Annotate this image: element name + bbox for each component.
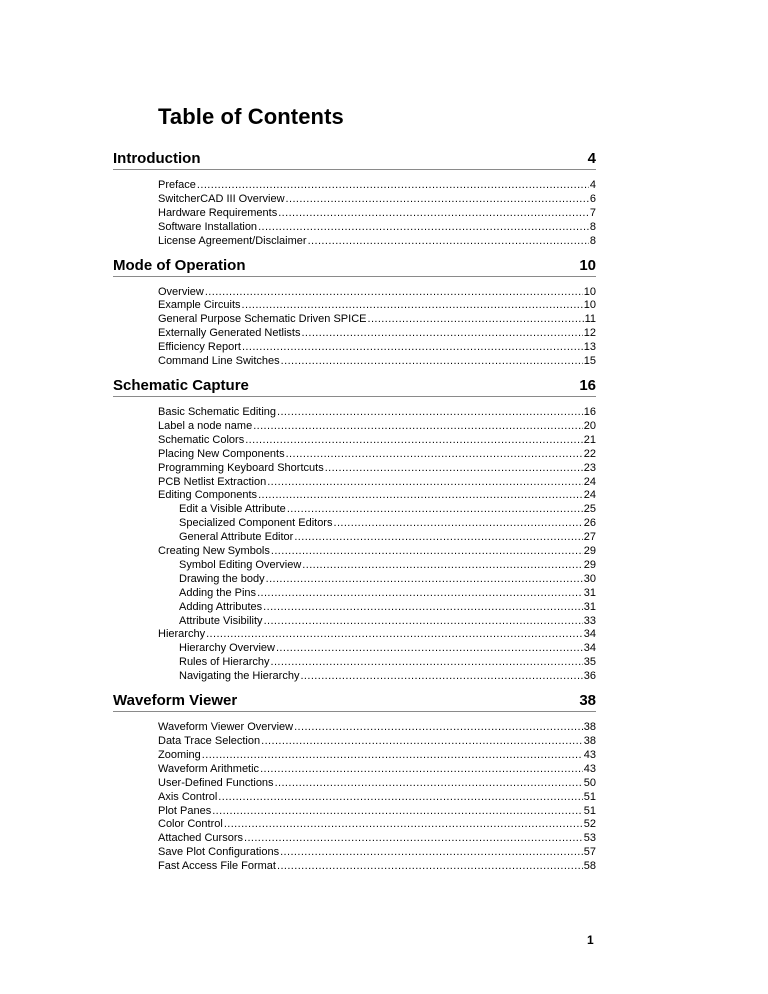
entry-page-number: 38 [583, 721, 596, 734]
entry-page-number: 22 [583, 447, 596, 460]
entry-page-number: 20 [583, 419, 596, 432]
entry-title: Creating New Symbols [158, 545, 270, 558]
entry-title: Axis Control [158, 790, 218, 803]
entry-page-number: 31 [583, 586, 596, 599]
toc-entry[interactable] [113, 193, 596, 207]
page-title: Table of Contents [158, 104, 344, 129]
toc-entry[interactable] [113, 327, 596, 341]
entry-title: Example Circuits [158, 299, 241, 312]
dot-leader [333, 517, 582, 531]
toc-entry[interactable] [113, 763, 596, 777]
entry-page-number: 8 [589, 220, 596, 233]
entry-title: Adding Attributes [179, 600, 263, 613]
toc-entry[interactable] [113, 670, 596, 684]
dot-leader [286, 193, 589, 207]
dot-leader [266, 573, 583, 587]
entry-page-number: 24 [583, 489, 596, 502]
entry-title: Symbol Editing Overview [179, 558, 302, 571]
entry-page-number: 12 [583, 327, 596, 340]
entry-title: Software Installation [158, 220, 258, 233]
entry-title: Specialized Component Editors [179, 517, 333, 530]
dot-leader [294, 721, 583, 735]
toc-entry[interactable] [113, 207, 596, 221]
dot-leader [212, 805, 583, 819]
dot-leader [242, 341, 583, 355]
toc-entry[interactable] [113, 406, 596, 420]
dot-leader [244, 832, 583, 846]
entry-title: Plot Panes [158, 804, 212, 817]
entry-title: Overview [158, 285, 204, 298]
toc-section [113, 257, 596, 369]
entry-page-number: 30 [583, 572, 596, 585]
dot-leader [278, 207, 589, 221]
entry-title: Editing Components [158, 489, 258, 502]
entry-title: SwitcherCAD III Overview [158, 192, 285, 205]
dot-leader [308, 235, 589, 249]
toc-entry[interactable] [113, 656, 596, 670]
dot-leader [257, 587, 583, 601]
toc-entry[interactable] [113, 545, 596, 559]
entry-page-number: 25 [583, 503, 596, 516]
entry-title: Rules of Hierarchy [179, 656, 270, 669]
section-page-number: 4 [587, 150, 596, 167]
toc-entry[interactable] [113, 462, 596, 476]
entry-title: Zooming [158, 748, 201, 761]
dot-leader [280, 846, 583, 860]
entry-page-number: 26 [583, 517, 596, 530]
dot-leader [271, 545, 583, 559]
dot-leader [253, 420, 583, 434]
entry-page-number: 27 [583, 531, 596, 544]
toc-entry[interactable] [113, 587, 596, 601]
section-heading[interactable] [113, 692, 596, 712]
entry-title: License Agreement/Disclaimer [158, 234, 307, 247]
toc-entry[interactable] [113, 791, 596, 805]
entry-page-number: 33 [583, 614, 596, 627]
entry-page-number: 57 [583, 846, 596, 859]
toc-entry[interactable] [113, 818, 596, 832]
entry-title: PCB Netlist Extraction [158, 475, 267, 488]
toc-entry[interactable] [113, 448, 596, 462]
section-title: Waveform Viewer [113, 692, 238, 710]
dot-leader [286, 448, 583, 462]
entry-page-number: 7 [589, 206, 596, 219]
toc-entry[interactable] [113, 476, 596, 490]
toc-entry[interactable] [113, 420, 596, 434]
toc-entry[interactable] [113, 805, 596, 819]
entry-page-number: 34 [583, 628, 596, 641]
entry-title: Efficiency Report [158, 341, 241, 354]
page-number: 1 [587, 933, 594, 947]
entry-title: General Attribute Editor [179, 531, 294, 544]
entry-page-number: 52 [583, 818, 596, 831]
entry-title: Hierarchy [158, 628, 206, 641]
entry-page-number: 10 [583, 285, 596, 298]
entry-title: Label a node name [158, 419, 253, 432]
dot-leader [263, 601, 583, 615]
section-title: Introduction [113, 150, 201, 167]
section-title: Mode of Operation [113, 256, 246, 274]
entry-page-number: 58 [583, 860, 596, 873]
dot-leader [276, 642, 583, 656]
entry-page-number: 53 [583, 832, 596, 845]
toc-section [113, 692, 596, 874]
toc-section [113, 377, 596, 684]
toc-entry[interactable] [113, 503, 596, 517]
entry-title: Placing New Components [158, 447, 285, 460]
entry-page-number: 23 [583, 461, 596, 474]
dot-leader [242, 299, 583, 313]
entry-page-number: 6 [589, 192, 596, 205]
entry-title: Command Line Switches [158, 355, 280, 368]
toc-entry[interactable] [113, 517, 596, 531]
toc-entry[interactable] [113, 846, 596, 860]
dot-leader [218, 791, 582, 805]
toc-entry[interactable] [113, 313, 596, 327]
entry-title: Preface [158, 179, 196, 191]
toc-entry[interactable] [113, 235, 596, 249]
toc-entry[interactable] [113, 179, 596, 193]
section-page-number: 10 [579, 256, 596, 274]
section-heading[interactable] [113, 377, 596, 397]
entry-page-number: 8 [589, 234, 596, 247]
entry-title: User-Defined Functions [158, 776, 274, 789]
section-heading[interactable] [113, 150, 596, 170]
entry-page-number: 51 [583, 790, 596, 803]
toc-entry[interactable] [113, 721, 596, 735]
toc-entry[interactable] [113, 341, 596, 355]
toc-entry[interactable] [113, 355, 596, 369]
dot-leader [294, 531, 582, 545]
toc-entry[interactable] [113, 559, 596, 573]
section-page-number: 16 [579, 376, 596, 394]
dot-leader [275, 777, 583, 791]
entry-title: Waveform Viewer Overview [158, 721, 294, 734]
dot-leader [325, 462, 583, 476]
dot-leader [245, 434, 583, 448]
toc-entry[interactable] [113, 642, 596, 656]
entry-page-number: 16 [583, 405, 596, 418]
entry-page-number: 10 [583, 299, 596, 312]
entry-title: Edit a Visible Attribute [179, 503, 286, 516]
entry-page-number: 11 [584, 313, 596, 326]
entry-page-number: 38 [583, 735, 596, 747]
toc-entry[interactable] [113, 434, 596, 448]
toc-entry[interactable] [113, 299, 596, 313]
entry-page-number: 31 [583, 600, 596, 613]
dot-leader [300, 670, 582, 684]
entry-title: Waveform Arithmetic [158, 762, 260, 775]
entry-page-number: 13 [583, 341, 596, 354]
entry-title: Save Plot Configurations [158, 846, 280, 859]
entry-title: Basic Schematic Editing [158, 405, 276, 418]
toc-entry[interactable] [113, 221, 596, 235]
dot-leader [261, 735, 583, 749]
dot-leader [260, 763, 583, 777]
entry-page-number: 21 [583, 433, 596, 446]
entry-page-number: 34 [583, 642, 596, 655]
dot-leader [267, 476, 583, 490]
entry-title: Externally Generated Netlists [158, 327, 301, 340]
entry-title: Attribute Visibility [179, 614, 263, 627]
dot-leader [197, 179, 589, 193]
toc-entry[interactable] [113, 489, 596, 503]
entry-page-number: 51 [583, 804, 596, 817]
dot-leader [277, 860, 583, 874]
entry-page-number: 35 [583, 656, 596, 669]
section-page-number: 38 [579, 692, 596, 710]
dot-leader [270, 656, 582, 670]
dot-leader [258, 489, 583, 503]
entry-page-number: 43 [583, 762, 596, 775]
entry-title: Navigating the Hierarchy [179, 670, 300, 683]
dot-leader [287, 503, 583, 517]
dot-leader [367, 313, 583, 327]
dot-leader [302, 559, 582, 573]
toc-entry[interactable] [113, 735, 596, 749]
entry-page-number: 24 [583, 475, 596, 488]
dot-leader [264, 615, 583, 629]
dot-leader [224, 818, 583, 832]
toc-entry[interactable] [113, 628, 596, 642]
toc-entry[interactable] [113, 860, 596, 874]
entry-title: Fast Access File Format [158, 860, 276, 873]
entry-title: Color Control [158, 818, 223, 831]
entry-page-number: 15 [583, 355, 596, 368]
entry-title: Data Trace Selection [158, 735, 261, 747]
entry-title: Schematic Colors [158, 433, 245, 446]
entry-title: Attached Cursors [158, 832, 243, 845]
toc-entry[interactable] [113, 573, 596, 587]
section-heading[interactable] [113, 257, 596, 277]
entry-page-number: 36 [583, 670, 596, 683]
dot-leader [202, 749, 583, 763]
entry-title: Hardware Requirements [158, 206, 278, 219]
dot-leader [205, 286, 583, 300]
entry-title: Programming Keyboard Shortcuts [158, 461, 324, 474]
entry-page-number: 29 [583, 545, 596, 558]
table-of-contents [113, 150, 596, 882]
toc-entry[interactable] [113, 749, 596, 763]
entry-page-number: 43 [583, 748, 596, 761]
toc-entry[interactable] [113, 832, 596, 846]
toc-entry[interactable] [113, 615, 596, 629]
toc-entry[interactable] [113, 286, 596, 300]
entry-title: Hierarchy Overview [179, 642, 275, 655]
section-title: Schematic Capture [113, 376, 249, 394]
toc-section [113, 150, 596, 249]
toc-entry[interactable] [113, 777, 596, 791]
entry-title: Adding the Pins [179, 586, 257, 599]
dot-leader [258, 221, 589, 235]
dot-leader [206, 628, 583, 642]
entry-page-number: 29 [583, 558, 596, 571]
dot-leader [277, 406, 583, 420]
entry-title: General Purpose Schematic Driven SPICE [158, 313, 367, 326]
toc-entry[interactable] [113, 601, 596, 615]
entry-page-number: 4 [589, 179, 596, 191]
toc-entry[interactable] [113, 531, 596, 545]
dot-leader [281, 355, 583, 369]
entry-title: Drawing the body [179, 572, 265, 585]
entry-page-number: 50 [583, 776, 596, 789]
dot-leader [301, 327, 582, 341]
